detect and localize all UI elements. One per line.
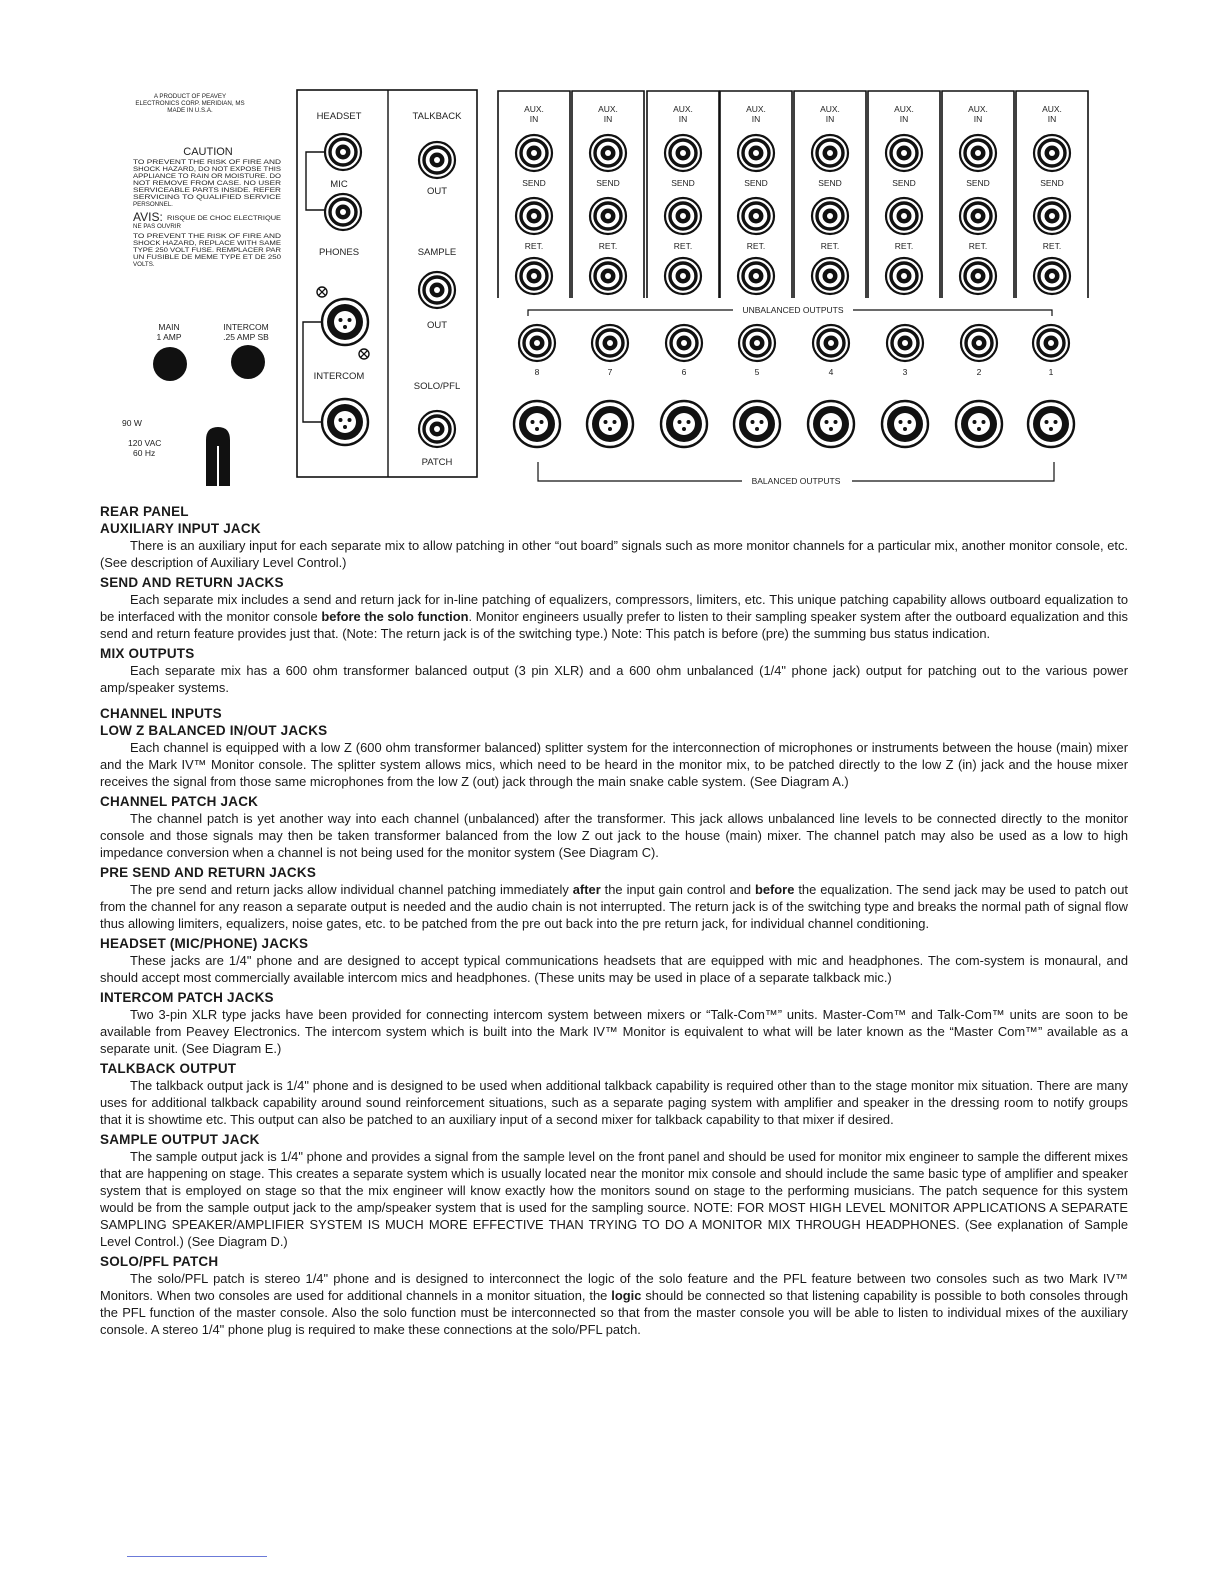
power-wattage: 90 W xyxy=(122,418,142,428)
send-jack[interactable] xyxy=(665,198,701,234)
solo-pfl-patch-jack[interactable] xyxy=(419,411,455,447)
aux-label: AUX. xyxy=(524,104,544,114)
ret-label: RET. xyxy=(820,241,840,251)
aux-label: AUX. xyxy=(968,104,988,114)
paragraph-headset: These jacks are 1/4" phone and are designed to accept typical communications headsets that are equipped with mic and headphones. The com-system is monaural, and should accept most commercially available intercom mics and headphones. (These units may be used in place of a separate talkback mic.) xyxy=(100,953,1128,985)
output-number-label: 1 xyxy=(1048,367,1054,377)
aux-in-jack[interactable] xyxy=(1034,135,1070,171)
avis-line-1: RISQUE DE CHOC ELECTRIQUE xyxy=(167,215,281,222)
paragraph-mix-outputs: Each separate mix has a 600 ohm transformer balanced output (3 pin XLR) and a 600 ohm unbalanced (1/4" phone jack) output for patching out to the various power amp/speaker systems. xyxy=(100,663,1128,695)
unbalanced-outputs-group xyxy=(528,305,1052,316)
in-label: IN xyxy=(899,114,909,124)
intercom-fuse xyxy=(223,322,269,379)
headset-mic-jack[interactable] xyxy=(325,134,361,170)
send-label: SEND xyxy=(966,178,990,188)
output-number-label: 3 xyxy=(902,367,908,377)
ret-label: RET. xyxy=(968,241,988,251)
send-jack[interactable] xyxy=(516,198,552,234)
power-frequency: 60 Hz xyxy=(133,448,156,458)
heading-sample-output-jack: SAMPLE OUTPUT JACK xyxy=(100,1132,260,1147)
warning-line-5: VOLTS. xyxy=(133,261,155,268)
aux-in-jack[interactable] xyxy=(590,135,626,171)
send-jack[interactable] xyxy=(590,198,626,234)
send-jack[interactable] xyxy=(812,198,848,234)
send-label: SEND xyxy=(892,178,916,188)
output-number-label: 5 xyxy=(754,367,760,377)
caution-line-4: NOT REMOVE FROM CASE. NO USER xyxy=(133,180,282,187)
return-jack[interactable] xyxy=(665,258,701,294)
aux-in-jack[interactable] xyxy=(960,135,996,171)
balanced-output-xlr-jack[interactable] xyxy=(956,401,1002,447)
product-line-3: MADE IN U.S.A. xyxy=(167,107,213,114)
aux-label: AUX. xyxy=(746,104,766,114)
paragraph-auxiliary-input: There is an auxiliary input for each separate mix to allow patching in other “out board” signals such as more monitor channels for a particular mix, another monitor console, etc. (See description of Auxiliary Level Control.) xyxy=(100,538,1128,570)
return-jack[interactable] xyxy=(960,258,996,294)
send-jack[interactable] xyxy=(1034,198,1070,234)
heading-low-z-jacks: LOW Z BALANCED IN/OUT JACKS xyxy=(100,723,328,738)
ret-label: RET. xyxy=(746,241,766,251)
footer-rule xyxy=(127,1556,267,1557)
intercom-fuse-label-2: .25 AMP SB xyxy=(223,332,269,342)
caution-line-5: SERVICEABLE PARTS INSIDE. REFER xyxy=(133,187,282,194)
return-jack[interactable] xyxy=(590,258,626,294)
main-fuse-label-2: 1 AMP xyxy=(156,332,182,342)
main-fuse-label-1: MAIN xyxy=(158,322,180,332)
caution-line-7: PERSONNEL. xyxy=(133,201,173,208)
send-label: SEND xyxy=(522,178,546,188)
caution-title: CAUTION xyxy=(183,146,233,158)
aux-label: AUX. xyxy=(1042,104,1062,114)
ret-label: RET. xyxy=(1042,241,1062,251)
in-label: IN xyxy=(825,114,835,124)
paragraph-send-return: Each separate mix includes a send and return jack for in-line patching of equalizers, compressors, limiters, etc. This unique patching capability allows outboard equalization to be interfaced with the monitor console before the solo function. Monitor engineers usually prefer to listen to their sampling speaker system after the outboard equalization and this send and return feature provides just that. (Note: The return jack is of the switching type.) Note: This patch is before (pre) the summing bus status indication. xyxy=(100,592,1128,641)
balanced-outputs-group xyxy=(538,462,1054,486)
talkback-out-jack[interactable] xyxy=(419,142,455,178)
unbalanced-outputs-label: UNBALANCED OUTPUTS xyxy=(742,305,844,315)
aux-in-jack[interactable] xyxy=(665,135,701,171)
paragraph-pre-send-return: The pre send and return jacks allow individual channel patching immediately after the input gain control and before the equalization. The send jack may be used to patch out from the channel for any reason a separate output is needed and the audio chain is not interrupted. The return jack is of the switching type and breaks the normal path of signal flow thus allowing limiters, equalizers, noise gates, etc. to be patched from the pre out back into the pre return jack, for individual channel conditioning. xyxy=(100,882,1129,931)
output-number-label: 7 xyxy=(607,367,613,377)
intercom-xlr-jack-1[interactable] xyxy=(322,299,368,345)
paragraph-talkback-output: The talkback output jack is 1/4" phone and is designed to be used when additional talkback capability is required other than to the stage monitor mix situation. There are many uses for additional talkback capability around sound reinforcement situations, such as a separate paging system with amplifier and speaker in the dressing room to notify groups that it is showtime etc. This output can also be patched to an auxiliary input of a second mixer for talkback capability to that mixer if desired. xyxy=(100,1078,1128,1127)
in-label: IN xyxy=(751,114,761,124)
aux-send-return-modules xyxy=(498,91,1088,298)
return-jack[interactable] xyxy=(886,258,922,294)
ret-label: RET. xyxy=(524,241,544,251)
return-jack[interactable] xyxy=(738,258,774,294)
paragraph-solo-pfl: The solo/PFL patch is stereo 1/4" phone and is designed to interconnect the logic of the solo feature and the PFL feature between two consoles such as two Mark IV™ Monitors. When two consoles are used for additional channels in a monitor situation, the logic should be connected so that listening capability is possible to both consoles through the PFL function of the master console. Also the solo function must be interconnected so that from the master console you will be able to listen to individual mixes of the auxiliary console. A stereo 1/4" phone plug is required to make these connections at the solo/PFL patch. xyxy=(100,1271,1128,1337)
unbalanced-output-jacks xyxy=(519,325,1069,377)
return-jack[interactable] xyxy=(516,258,552,294)
power-spec xyxy=(122,418,161,458)
aux-in-jack[interactable] xyxy=(886,135,922,171)
balanced-output-xlr-jack[interactable] xyxy=(587,401,633,447)
balanced-output-jacks xyxy=(514,401,1074,447)
aux-in-jack[interactable] xyxy=(812,135,848,171)
send-jack[interactable] xyxy=(886,198,922,234)
output-number-label: 4 xyxy=(828,367,834,377)
aux-label: AUX. xyxy=(820,104,840,114)
unbalanced-output-jack[interactable] xyxy=(961,325,997,361)
in-label: IN xyxy=(973,114,983,124)
in-label: IN xyxy=(678,114,688,124)
heading-solo-pfl-patch: SOLO/PFL PATCH xyxy=(100,1254,219,1269)
aux-in-jack[interactable] xyxy=(516,135,552,171)
balanced-output-xlr-jack[interactable] xyxy=(661,401,707,447)
aux-label: AUX. xyxy=(894,104,914,114)
product-line-2: ELECTRONICS CORP. MERIDIAN, MS xyxy=(135,100,245,107)
in-label: IN xyxy=(1047,114,1057,124)
mic-label: MIC xyxy=(330,179,348,190)
xlr-screw-icon xyxy=(359,349,369,359)
avis-title: AVIS: xyxy=(133,210,163,224)
talkback-label: TALKBACK xyxy=(412,111,462,122)
unbalanced-output-jack[interactable] xyxy=(739,325,775,361)
balanced-output-xlr-jack[interactable] xyxy=(1028,401,1074,447)
power-voltage: 120 VAC xyxy=(128,438,162,448)
unbalanced-output-jack[interactable] xyxy=(1033,325,1069,361)
return-jack[interactable] xyxy=(1034,258,1070,294)
product-label xyxy=(135,93,244,114)
heading-pre-send-return: PRE SEND AND RETURN JACKS xyxy=(100,865,317,880)
ret-label: RET. xyxy=(673,241,693,251)
warning-line-4: UN FUSIBLE DE MEME TYPE ET DE 250 xyxy=(133,254,282,261)
in-label: IN xyxy=(603,114,613,124)
caution-line-2: SHOCK HAZARD, DO NOT EXPOSE THIS xyxy=(133,166,281,173)
send-jack[interactable] xyxy=(738,198,774,234)
paragraph-intercom-patch: Two 3-pin XLR type jacks have been provided for connecting intercom system between mixers or “Talk-Com™” units. Master-Com™ and Talk-Com™ units are soon to be available from Peavey Electronics. The intercom system which is built into the Mark IV™ Monitor is equivalent to what will be later known as the “Master Com™” available as a separate unit. (See Diagram E.) xyxy=(100,1007,1128,1056)
output-number-label: 6 xyxy=(681,367,687,377)
send-label: SEND xyxy=(744,178,768,188)
heading-auxiliary-input-jack: AUXILIARY INPUT JACK xyxy=(100,521,261,536)
sample-out-jack[interactable] xyxy=(419,272,455,308)
sample-label: SAMPLE xyxy=(417,247,457,258)
heading-send-return-jacks: SEND AND RETURN JACKS xyxy=(100,575,284,590)
send-label: SEND xyxy=(818,178,842,188)
unbalanced-output-jack[interactable] xyxy=(666,325,702,361)
ret-label: RET. xyxy=(894,241,914,251)
aux-label: AUX. xyxy=(673,104,693,114)
output-number-label: 2 xyxy=(976,367,982,377)
caution-line-6: SERVICING TO QUALIFIED SERVICE xyxy=(133,194,281,201)
aux-in-jack[interactable] xyxy=(738,135,774,171)
paragraph-channel-patch: The channel patch is yet another way into each channel (unbalanced) after the transformer. This jack allows unbalanced line levels to be connected directly to the monitor console and those signals may then be taken transformer balanced from the low Z out jack to the house (main) mixer. The channel patch may also be used as a low to high impedance conversion when a channel is not being used for the monitor system (See Diagram C). xyxy=(100,811,1128,860)
caution-line-3: APPLIANCE TO RAIN OR MOISTURE. DO xyxy=(133,173,282,180)
power-cord xyxy=(206,427,230,486)
balanced-output-xlr-jack[interactable] xyxy=(808,401,854,447)
unbalanced-output-jack[interactable] xyxy=(519,325,555,361)
product-line-1: A PRODUCT OF PEAVEY xyxy=(153,93,227,100)
unbalanced-output-jack[interactable] xyxy=(813,325,849,361)
paragraph-sample-output: The sample output jack is 1/4" phone and provides a signal from the sample level on the front panel and should be used for monitor mix engineer to sample the different mixes that are happening on stage. This creates a separate system which is usually located near the monitor mix console and should include the same basic type of amplifier and speaker system that is employed on stage so that the mix engineer will know exactly how the monitors sound on stage to the performing musicians. The patch sequence for this system would be from the sample output jack to the amp/speaker system that is used for the sampling source. NOTE: FOR MOST HIGH LEVEL MONITOR APPLICATIONS A SEPARATE SAMPLING SPEAKER/AMPLIFIER SYSTEM IS MUCH MORE EFFECTIVE THAN TRYING TO DO A MONITOR MIX THROUGH HEADPHONES. (See explanation of Sample Level Control.) (See Diagram D.) xyxy=(100,1149,1128,1249)
heading-channel-patch-jack: CHANNEL PATCH JACK xyxy=(100,794,259,809)
manual-text xyxy=(100,503,1128,1341)
intercom-fuse-label-1: INTERCOM xyxy=(223,322,269,332)
warning-line-3: TYPE 250 VOLT FUSE. REMPLACER PAR xyxy=(133,247,282,254)
phones-label: PHONES xyxy=(318,247,360,258)
heading-channel-inputs: CHANNEL INPUTS xyxy=(100,706,222,721)
heading-intercom-patch-jacks: INTERCOM PATCH JACKS xyxy=(100,990,274,1005)
heading-mix-outputs: MIX OUTPUTS xyxy=(100,646,195,661)
intercom-xlr-jack-2[interactable] xyxy=(322,399,368,445)
send-jack[interactable] xyxy=(960,198,996,234)
avis-line-2: NE PAS OUVRIR xyxy=(133,223,182,230)
xlr-screw-icon xyxy=(317,287,327,297)
intercom-label: INTERCOM xyxy=(313,371,365,382)
return-jack[interactable] xyxy=(812,258,848,294)
in-label: IN xyxy=(529,114,539,124)
headset-talkback-panel xyxy=(297,90,477,477)
heading-rear-panel: REAR PANEL xyxy=(100,504,189,519)
send-label: SEND xyxy=(671,178,695,188)
solo-pfl-label: SOLO/PFL xyxy=(413,381,461,392)
balanced-output-xlr-jack[interactable] xyxy=(514,401,560,447)
headset-phones-jack[interactable] xyxy=(325,194,361,230)
balanced-output-xlr-jack[interactable] xyxy=(882,401,928,447)
balanced-output-xlr-jack[interactable] xyxy=(734,401,780,447)
heading-headset-jacks: HEADSET (MIC/PHONE) JACKS xyxy=(100,936,309,951)
paragraph-low-z: Each channel is equipped with a low Z (600 ohm transformer balanced) splitter system for the interconnection of microphones or instruments between the house (main) mixer and the Mark IV™ Monitor console. The splitter system allows mics, which need to be heard in the monitor mix, to be patched directly to the low Z (in) jack and the house mixer receives the signal from those same microphones from the low Z (out) jack through the main snake cable system. (See Diagram A.) xyxy=(100,740,1128,789)
talkback-out-label: OUT xyxy=(426,186,448,197)
warning-line-2: SHOCK HAZARD, REPLACE WITH SAME xyxy=(133,240,281,247)
heading-talkback-output: TALKBACK OUTPUT xyxy=(100,1061,237,1076)
unbalanced-output-jack[interactable] xyxy=(592,325,628,361)
intercom-fuse-holder xyxy=(231,345,265,379)
headset-label: HEADSET xyxy=(316,111,362,122)
caution-line-1: TO PREVENT THE RISK OF FIRE AND xyxy=(133,159,282,166)
aux-label: AUX. xyxy=(598,104,618,114)
ret-label: RET. xyxy=(598,241,618,251)
balanced-outputs-label: BALANCED OUTPUTS xyxy=(751,476,841,486)
warning-line-1: TO PREVENT THE RISK OF FIRE AND xyxy=(133,233,282,240)
main-fuse-holder xyxy=(153,347,187,381)
main-fuse xyxy=(153,322,187,381)
sample-out-label: OUT xyxy=(426,320,448,331)
send-label: SEND xyxy=(596,178,620,188)
rear-panel-diagram xyxy=(0,0,1224,500)
caution-label xyxy=(133,146,282,268)
send-label: SEND xyxy=(1040,178,1064,188)
output-number-label: 8 xyxy=(534,367,540,377)
unbalanced-output-jack[interactable] xyxy=(887,325,923,361)
patch-label: PATCH xyxy=(421,457,453,468)
